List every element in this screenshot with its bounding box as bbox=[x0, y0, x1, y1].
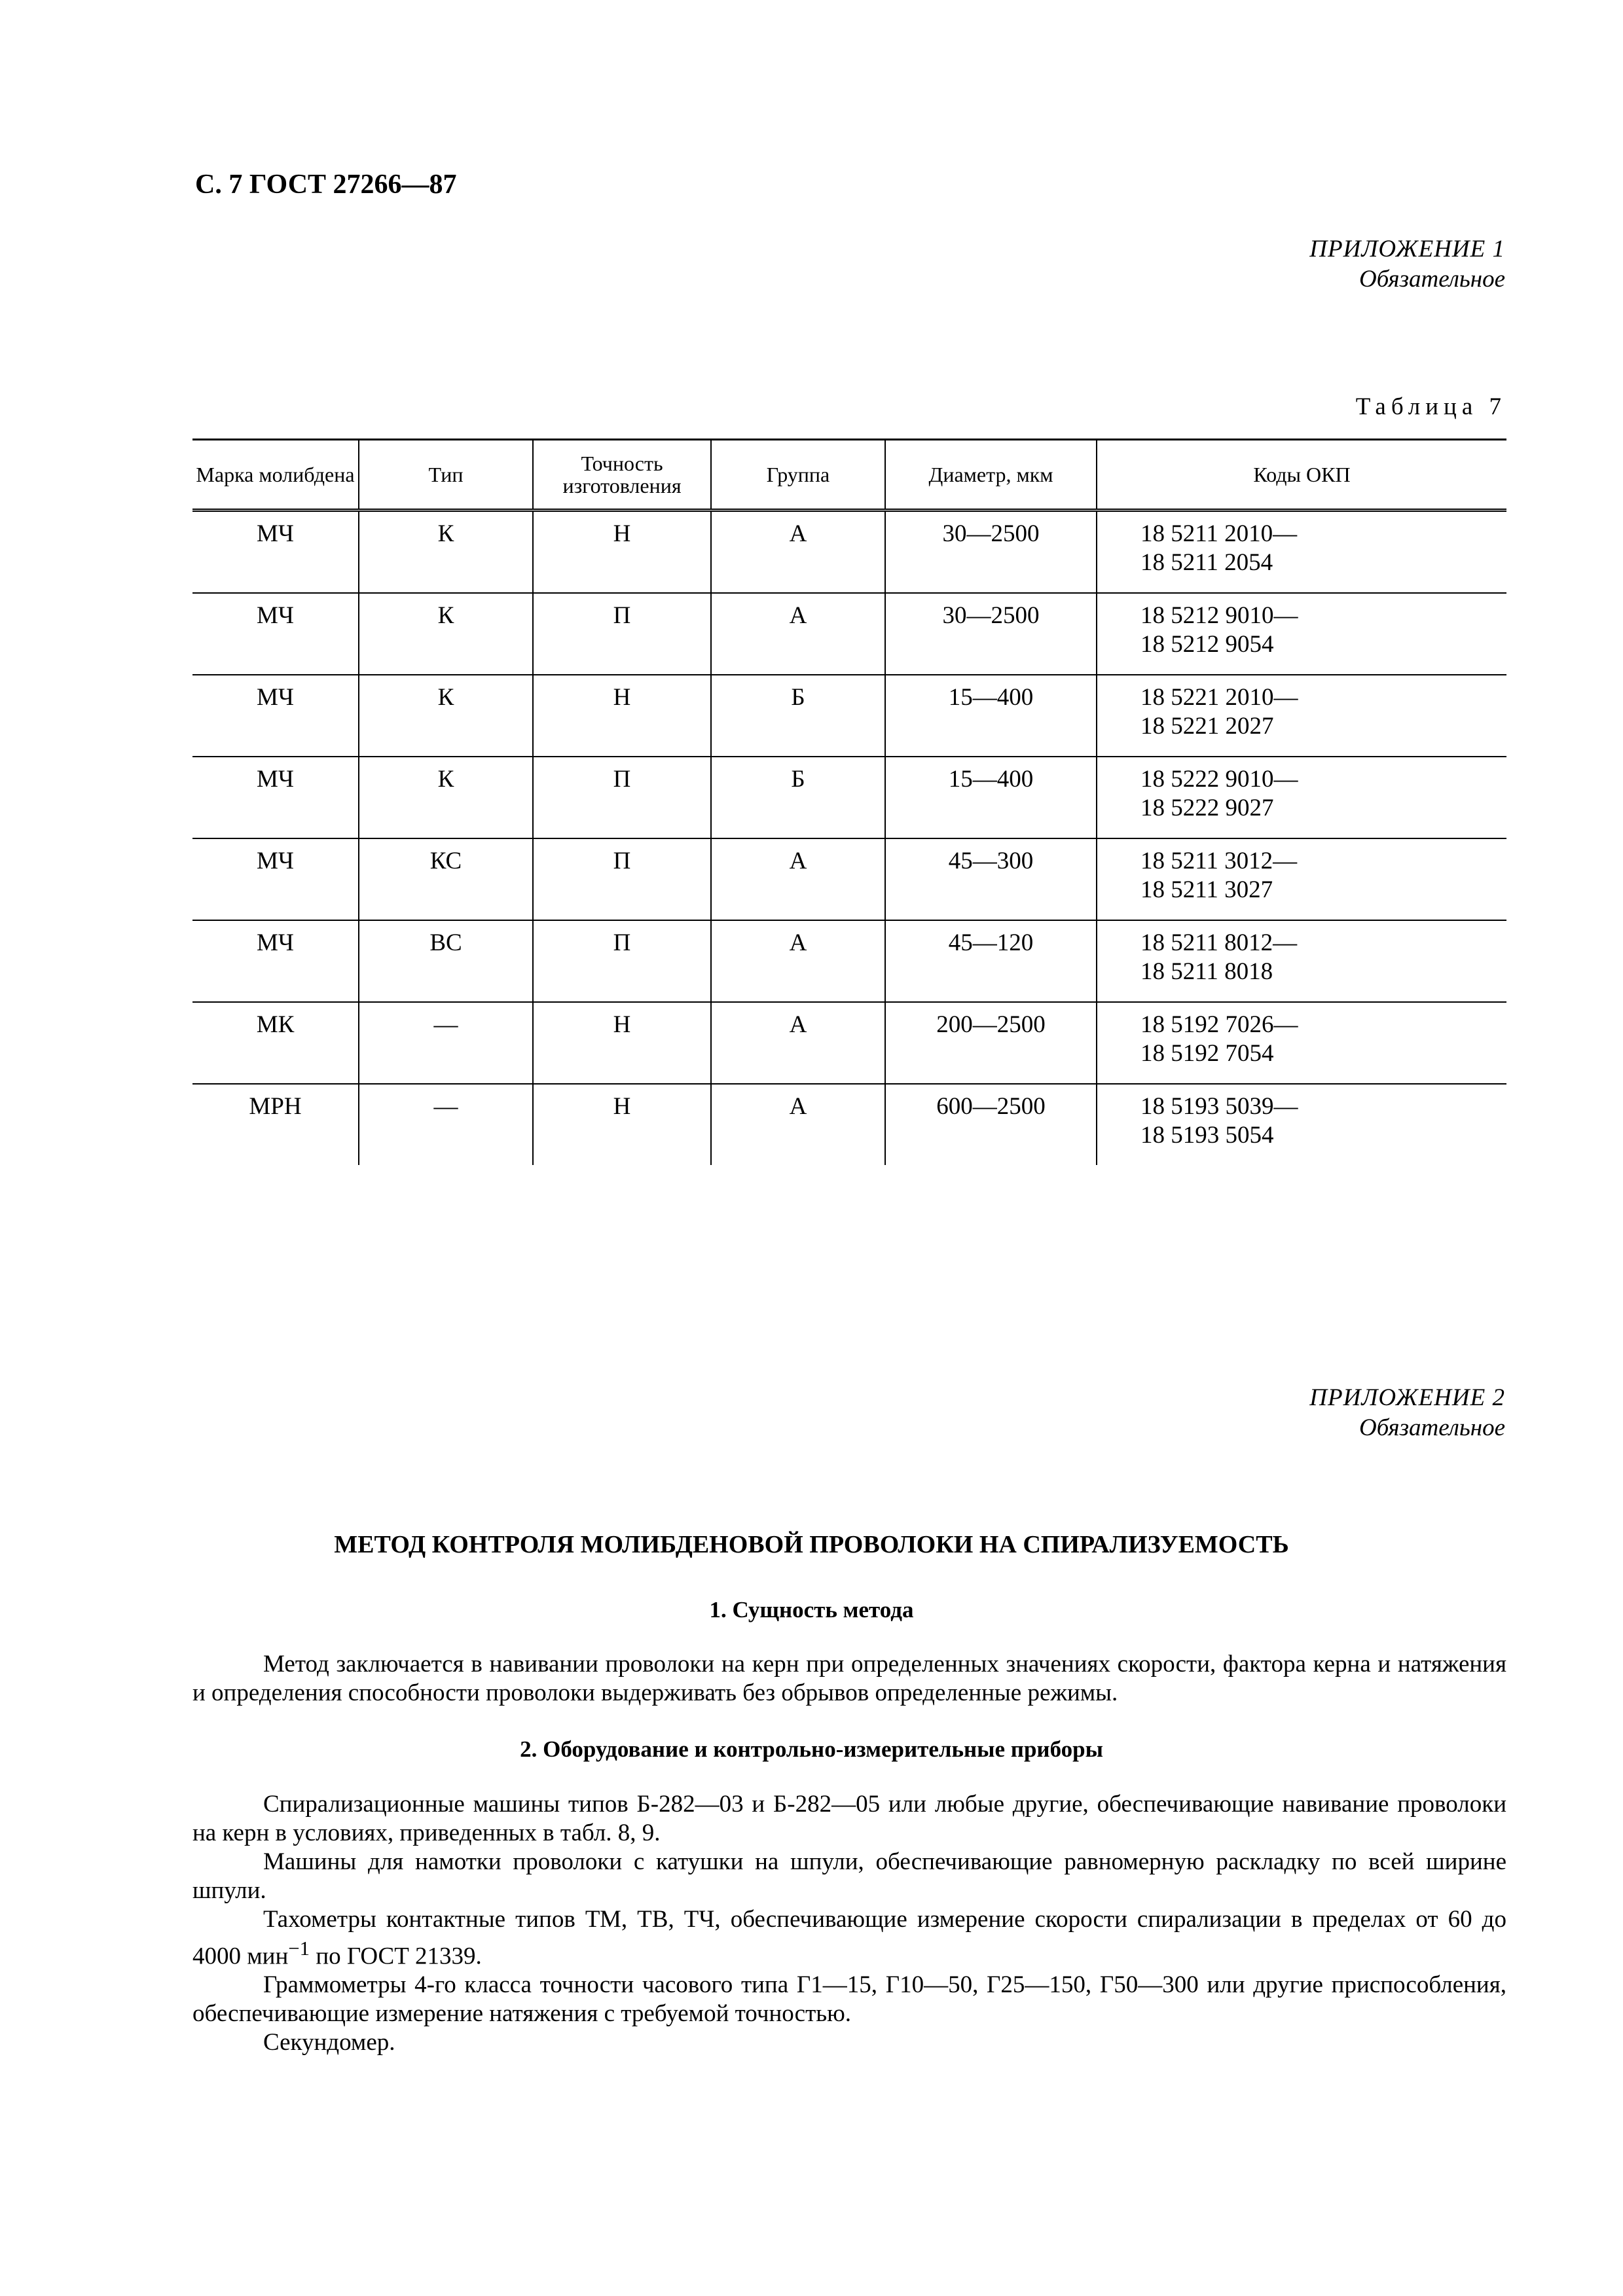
diameter-cell: 30—2500 bbox=[885, 511, 1097, 594]
section-1-paragraph: Метод заключается в навивании проволоки на керн при определенных значениях скорости, фактора керна и натяжения и определения способности проволоки выдерживать без обрывов определенные режимы. bbox=[192, 1651, 1506, 1706]
table-row bbox=[192, 920, 1506, 1002]
column-header: Точность изготовления bbox=[533, 440, 711, 511]
equipment-paragraph: Секундомер. bbox=[263, 2029, 395, 2056]
column-header: Группа bbox=[711, 440, 885, 511]
grade-cell: МЧ bbox=[192, 593, 359, 675]
table-row bbox=[192, 675, 1506, 757]
type-cell: К bbox=[359, 757, 533, 838]
okp-code-cell bbox=[1097, 838, 1506, 920]
equipment-paragraph: Спирализационные машины типов Б-282—03 и Б-282—05 или любые другие, обеспечивающие навивание проволоки на керн в условиях, приведенных в табл. 8, 9. bbox=[192, 1791, 1506, 1846]
grade-cell: МК bbox=[192, 1002, 359, 1084]
diameter-cell: 45—120 bbox=[885, 920, 1097, 1002]
group-cell: Б bbox=[711, 757, 885, 838]
accuracy-cell: Н bbox=[533, 511, 711, 594]
diameter-cell: 600—2500 bbox=[885, 1084, 1097, 1165]
okp-code-start: 18 5193 5039— bbox=[1140, 1093, 1298, 1120]
okp-code-start: 18 5211 8012— bbox=[1140, 929, 1298, 956]
grade-cell: МРН bbox=[249, 1093, 302, 1120]
method-title: МЕТОД КОНТРОЛЯ МОЛИБДЕНОВОЙ ПРОВОЛОКИ НА СПИРАЛИЗУЕМОСТЬ bbox=[334, 1531, 1289, 1558]
equipment-paragraph: Машины для намотки проволоки с катушки на шпули, обеспечивающие равномерную раскладку по всей ширине шпули. bbox=[192, 1848, 1506, 1904]
okp-code-start: 18 5211 3012— bbox=[1140, 848, 1298, 874]
section-1-body bbox=[192, 1650, 1506, 1708]
okp-code-end: 18 5221 2027 bbox=[1140, 713, 1274, 740]
okp-code-end: 18 5193 5054 bbox=[1140, 1122, 1274, 1149]
table-row bbox=[192, 593, 1506, 675]
table-row bbox=[192, 511, 1506, 594]
table-row bbox=[192, 838, 1506, 920]
diameter-cell: 15—400 bbox=[885, 757, 1097, 838]
table-row bbox=[192, 1002, 1506, 1084]
diameter-cell: 30—2500 bbox=[885, 593, 1097, 675]
table-caption: Таблица 7 bbox=[1355, 393, 1506, 420]
appendix-1-label bbox=[1309, 234, 1505, 295]
section-1-heading: 1. Сущность метода bbox=[709, 1597, 914, 1623]
okp-code-start: 18 5222 9010— bbox=[1140, 766, 1298, 793]
group-cell: А bbox=[711, 593, 885, 675]
diameter-cell: 45—300 bbox=[885, 838, 1097, 920]
grade-cell: МЧ bbox=[192, 675, 359, 757]
okp-code-start: 18 5211 2010— bbox=[1140, 520, 1298, 547]
okp-code-end: 18 5222 9027 bbox=[1140, 795, 1274, 821]
tachometer-standard: по ГОСТ 21339. bbox=[310, 1943, 482, 1970]
appendix-2-label bbox=[1309, 1383, 1505, 1443]
okp-codes-table bbox=[192, 439, 1506, 1165]
table-row bbox=[192, 757, 1506, 838]
diameter-cell: 200—2500 bbox=[885, 1002, 1097, 1084]
group-cell: А bbox=[711, 1084, 885, 1165]
type-cell: К bbox=[359, 511, 533, 594]
column-header: Тип bbox=[359, 440, 533, 511]
type-cell: К bbox=[359, 675, 533, 757]
section-2-body bbox=[192, 1790, 1506, 2057]
tachometer-text: Тахометры контактные типов ТМ, ТВ, ТЧ, обеспечивающие измерение скорости спирализации в пределах от 60 до 4000 мин bbox=[192, 1906, 1506, 1970]
accuracy-cell: П bbox=[533, 838, 711, 920]
okp-code-cell bbox=[1097, 1002, 1506, 1084]
okp-code-cell bbox=[1097, 511, 1506, 594]
okp-code-end: 18 5211 2054 bbox=[1140, 549, 1273, 576]
accuracy-cell: Н bbox=[533, 1084, 711, 1165]
accuracy-cell: Н bbox=[533, 675, 711, 757]
accuracy-cell: П bbox=[533, 920, 711, 1002]
okp-code-end: 18 5211 3027 bbox=[1140, 876, 1273, 903]
type-cell: — bbox=[359, 1084, 533, 1165]
okp-code-cell bbox=[1097, 593, 1506, 675]
okp-code-end: 18 5212 9054 bbox=[1140, 631, 1274, 658]
group-cell: А bbox=[711, 920, 885, 1002]
grade-cell: МЧ bbox=[192, 920, 359, 1002]
column-header: Диаметр, мкм bbox=[885, 440, 1097, 511]
table-header-row bbox=[192, 440, 1506, 511]
okp-code-end: 18 5192 7054 bbox=[1140, 1040, 1274, 1067]
accuracy-cell: П bbox=[533, 757, 711, 838]
okp-code-start: 18 5221 2010— bbox=[1140, 684, 1298, 711]
okp-code-start: 18 5192 7026— bbox=[1140, 1011, 1298, 1038]
okp-code-cell bbox=[1097, 675, 1506, 757]
grade-cell: МЧ bbox=[192, 511, 359, 594]
column-header: Марка молибдена bbox=[192, 440, 359, 511]
grade-cell: МЧ bbox=[192, 838, 359, 920]
group-cell: А bbox=[711, 511, 885, 594]
group-cell: А bbox=[711, 1002, 885, 1084]
type-cell: — bbox=[359, 1002, 533, 1084]
table-row bbox=[192, 1084, 1506, 1165]
type-cell: ВС bbox=[359, 920, 533, 1002]
type-cell: КС bbox=[359, 838, 533, 920]
equipment-paragraph: Граммометры 4-го класса точности часового типа Г1—15, Г10—50, Г25—150, Г50—300 или другие приспособления, обеспечивающие измерение натяжения с требуемой точностью. bbox=[192, 1971, 1506, 2028]
okp-code-cell bbox=[1097, 1084, 1506, 1165]
appendix-2-status: Обязательное bbox=[1359, 1414, 1505, 1441]
grade-cell: МЧ bbox=[192, 757, 359, 838]
group-cell: А bbox=[711, 838, 885, 920]
diameter-cell: 15—400 bbox=[885, 675, 1097, 757]
accuracy-cell: П bbox=[533, 593, 711, 675]
appendix-1-status: Обязательное bbox=[1359, 266, 1505, 293]
type-cell: К bbox=[359, 593, 533, 675]
unit-exponent: −1 bbox=[288, 1937, 310, 1960]
okp-code-end: 18 5211 8018 bbox=[1140, 958, 1273, 985]
okp-code-start: 18 5212 9010— bbox=[1140, 602, 1298, 629]
okp-code-cell bbox=[1097, 920, 1506, 1002]
column-header: Коды ОКП bbox=[1097, 440, 1506, 511]
accuracy-cell: Н bbox=[533, 1002, 711, 1084]
appendix-2-title: ПРИЛОЖЕНИЕ 2 bbox=[1309, 1384, 1505, 1411]
tachometer-paragraph bbox=[192, 1905, 1506, 1971]
section-2-heading: 2. Оборудование и контрольно-измерительные приборы bbox=[520, 1736, 1103, 1762]
okp-code-cell bbox=[1097, 757, 1506, 838]
appendix-1-title: ПРИЛОЖЕНИЕ 1 bbox=[1309, 236, 1505, 262]
group-cell: Б bbox=[711, 675, 885, 757]
page-header: С. 7 ГОСТ 27266—87 bbox=[195, 170, 457, 200]
